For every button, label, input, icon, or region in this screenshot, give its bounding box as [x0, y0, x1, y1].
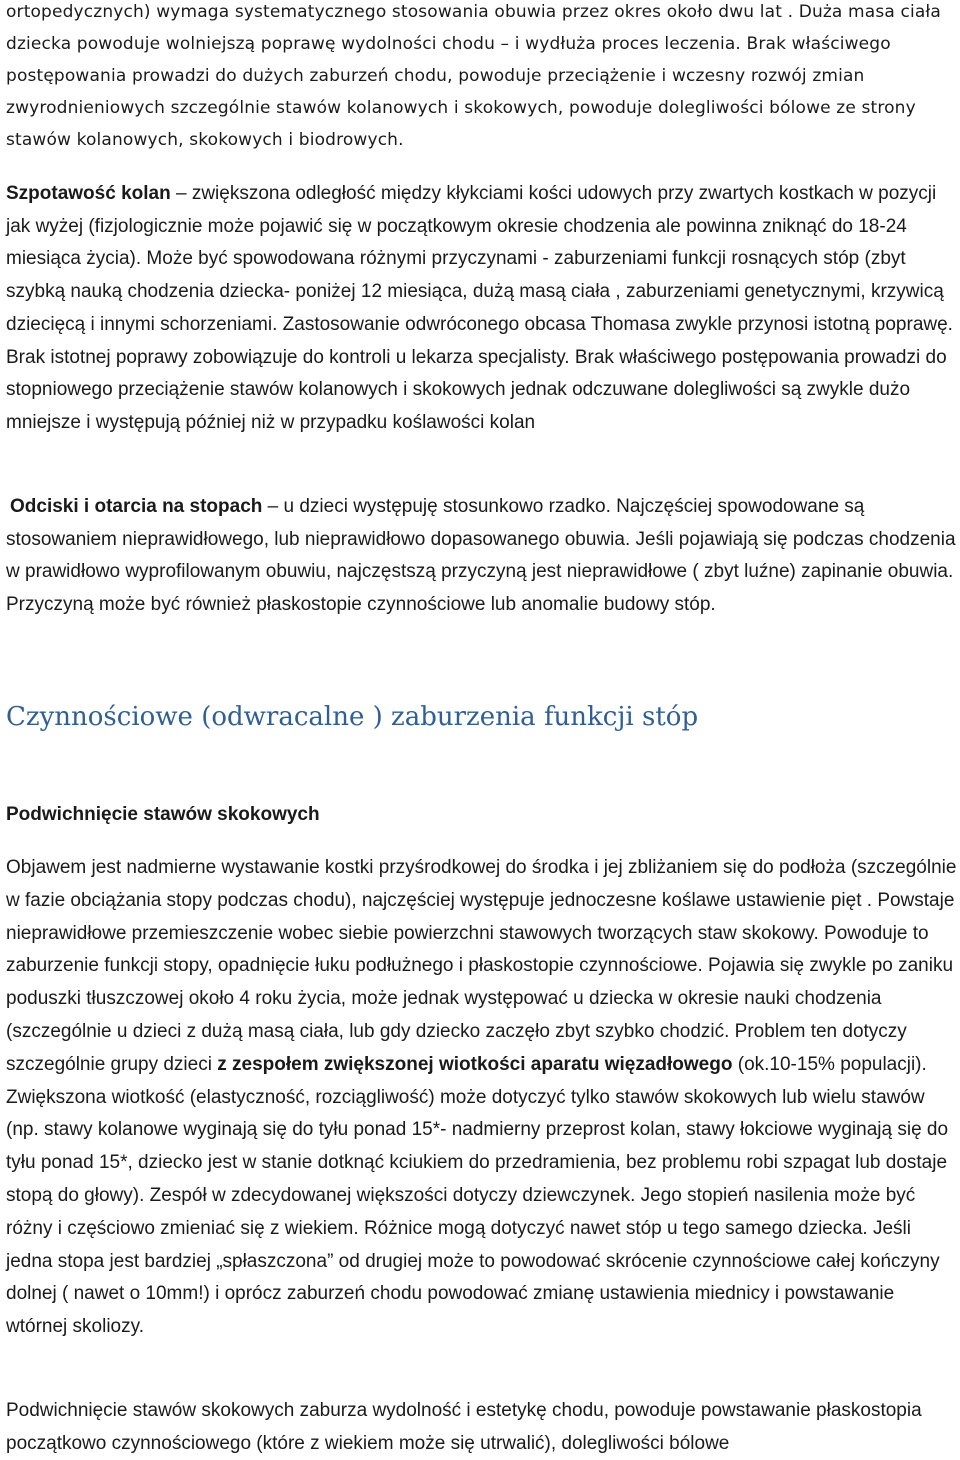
- paragraph-knee-varus: [6, 178, 958, 440]
- section-heading: Czynnościowe (odwracalne ) zaburzenia funkcji stóp: [6, 702, 699, 732]
- knee-varus-description: – zwiększona odległość między kłykciami kości udowych przy zwartych kostkach w pozycji jak wyżej (fizjologicznie może pojawić się w początkowym okresie chodzenia ale powinna zniknąć do 18-24 miesiąca życia). Może być spowodowana różnymi przyczynami - zaburzeniami funkcji rosnących stóp (zbyt szybką nauką chodzenia dziecka- poniżej 12 miesiąca, dużą masą ciała , zaburzeniami genetycznymi, krzywicą dziecięcą i innymi schorzeniami. Zastosowanie odwróconego obcasa Thomasa zwykle przynosi istotną poprawę. Brak istotnej poprawy zobowiązuje do kontroli u lekarza specjalisty. Brak właściwego postępowania prowadzi do stopniowego przeciążenie stawów kolanowych i skokowych jednak odczuwane dolegliwości są zwykle dużo mniejsze i występują później niż w przypadku koślawości kolan: [6, 183, 953, 433]
- paragraph-ankle-subluxation: [6, 852, 958, 1344]
- term-knee-varus: Szpotawość kolan: [6, 183, 171, 204]
- term-calluses: Odciski i otarcia na stopach: [10, 496, 263, 517]
- paragraph-calluses: [6, 491, 958, 622]
- subsection-heading: Podwichnięcie stawów skokowych: [6, 804, 320, 825]
- ankle-subluxation-text-b: (ok.10-15% populacji). Zwiększona wiotkość (elastyczność, rozciągliwość) może dotyczyć tylko stawów skokowych lub wielu stawów (np. stawy kolanowe wyginają się do tyłu ponad 15*- nadmierny przeprost kolan, stawy łokciowe wyginają się do tyłu ponad 15*, dziecko jest w stanie dotknąć kciukiem do przedramienia, bez problemu robi szpagat lub dostaje stopą do głowy). Zespół w zdecydowanej większości dotyczy dziewczynek. Jego stopień nasilenia może być różny i częściowo zmieniać się z wiekiem. Różnice mogą dotyczyć nawet stóp u tego samego dziecka. Jeśli jedna stopa jest bardziej „spłaszczona” od drugiej może to powodować skrócenie czynnościowe całej kończyny dolnej ( nawet o 10mm!) i oprócz zaburzeń chodu powodować zmianę ustawienia miednicy i powstawanie wtórnej skoliozy.: [6, 1053, 949, 1338]
- ankle-subluxation-bold-term: z zespołem zwiększonej wiotkości aparatu więzadłowego: [217, 1053, 733, 1075]
- paragraph-treatment-intro: ortopedycznych) wymaga systematycznego stosowania obuwia przez okres około dwu lat . Duża masa ciała dziecka powoduje wolniejszą poprawę wydolności chodu – i wydłuża proces leczenia. Brak właściwego postępowania prowadzi do dużych zaburzeń chodu, powoduje przeciążenie i wczesny rozwój zmian zwyrodnieniowych szczególnie stawów kolanowych i skokowych, powoduje dolegliwości bólowe ze strony stawów kolanowych, skokowych i biodrowych.: [6, 2, 941, 150]
- paragraph-ankle-consequences: Podwichnięcie stawów skokowych zaburza wydolność i estetykę chodu, powoduje powstawanie płaskostopia początkowo czynnościowego (które z wiekiem może się utrwalić), dolegliwości bólowe: [6, 1400, 922, 1454]
- ankle-subluxation-text-a: Objawem jest nadmierne wystawanie kostki przyśrodkowej do środka i jej zbliżaniem się do podłoża (szczególnie w fazie obciążania stopy podczas chodu), najczęściej występuje jednoczesne koślawe ustawienie pięt . Powstaje nieprawidłowe przemieszczenie wobec siebie powierzchni stawowych tworzących staw skokowy. Powoduje to zaburzenie funkcji stopy, opadnięcie łuku podłużnego i płaskostopie czynnościowe. Pojawia się zwykle po zaniku poduszki tłuszczowej około 4 roku życia, może jednak występować u dziecka w okresie nauki chodzenia (szczególnie u dzieci z dużą masą ciała, lub gdy dziecko zaczęło zbyt szybko chodzić. Problem ten dotyczy szczególnie grupy dzieci: [6, 857, 957, 1075]
- calluses-description: – u dzieci występuję stosunkowo rzadko. Najczęściej spowodowane są stosowaniem nieprawidłowego, lub nieprawidłowo dopasowanego obuwia. Jeśli pojawiają się podczas chodzenia w prawidłowo wyprofilowanym obuwiu, najczęstszą przyczyną jest nieprawidłowe ( zbyt luźne) zapinanie obuwia. Przyczyną może być również płaskostopie czynnościowe lub anomalie budowy stóp.: [6, 496, 956, 616]
